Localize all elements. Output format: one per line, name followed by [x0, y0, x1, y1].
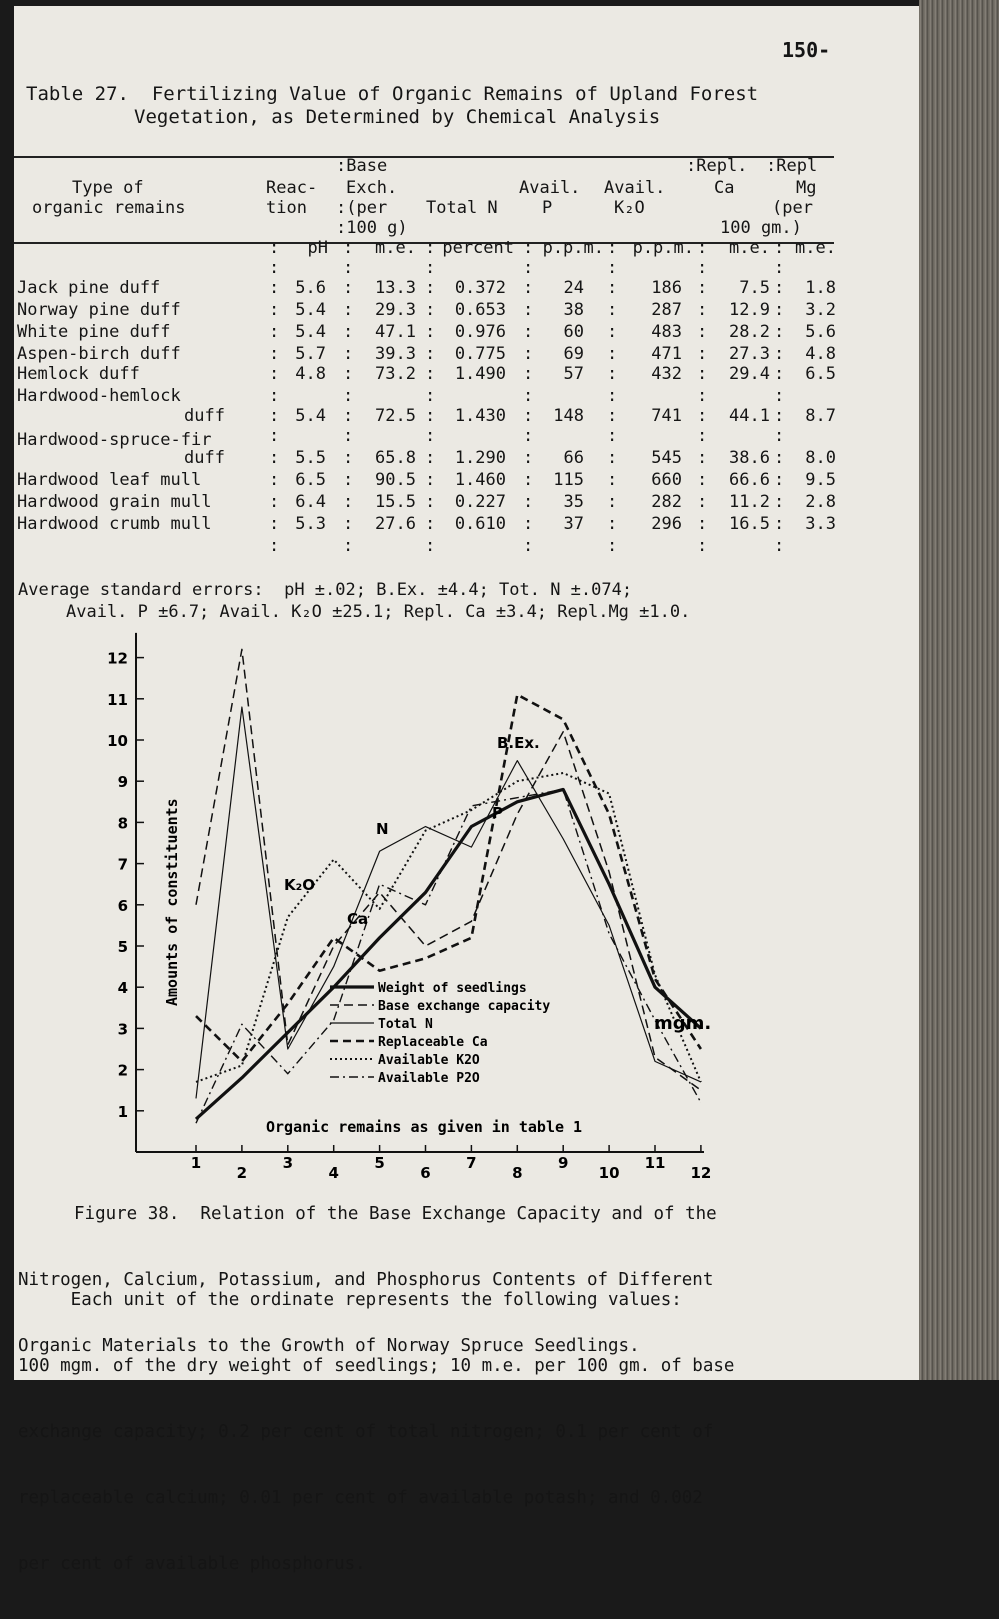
legend-label: Base exchange capacity [378, 999, 550, 1014]
column-separator: : [343, 536, 353, 556]
column-separator: : [697, 278, 707, 298]
column-separator: : [607, 470, 617, 490]
column-separator: : [425, 426, 435, 446]
column-separator: : [269, 300, 279, 320]
curve-annotation: P [492, 804, 503, 822]
cell-ph: 5.6 [295, 278, 326, 298]
header-base-line1: :Base [336, 156, 387, 176]
cell-k: 483 [651, 322, 682, 342]
cell-n: 1.490 [455, 364, 506, 384]
cell-mg: 2.8 [805, 492, 836, 512]
column-separator: : [425, 258, 435, 278]
cell-base: 29.3 [375, 300, 416, 320]
column-separator: : [607, 386, 617, 406]
column-separator: : [269, 238, 279, 258]
header-repl-mg-line4: 100 gm.) [720, 218, 802, 238]
y-tick-label: 5 [118, 938, 128, 956]
column-separator: : [774, 344, 784, 364]
header-type-line2: organic remains [32, 198, 186, 218]
y-tick-label: 7 [118, 856, 128, 874]
column-separator: : [343, 470, 353, 490]
column-separator: : [523, 238, 533, 258]
column-separator: : [523, 300, 533, 320]
cell-ca: 28.2 [729, 322, 770, 342]
cell-ph: 6.5 [295, 470, 326, 490]
cell-base: 39.3 [375, 344, 416, 364]
cell-mg: 3.2 [805, 300, 836, 320]
cell-ph: 5.4 [295, 406, 326, 426]
cell-ca: 12.9 [729, 300, 770, 320]
column-separator: : [697, 492, 707, 512]
cell-n: 1.290 [455, 448, 506, 468]
column-separator: : [523, 492, 533, 512]
note-line: per cent of available phosphorus. [18, 1553, 734, 1575]
cell-ph: 6.4 [295, 492, 326, 512]
column-separator: : [607, 492, 617, 512]
x-tick-label: 9 [558, 1154, 568, 1172]
x-tick-label: 3 [283, 1154, 293, 1172]
row-name-cont: duff [184, 406, 225, 426]
column-separator: : [697, 536, 707, 556]
column-separator: : [774, 300, 784, 320]
column-separator: : [607, 426, 617, 446]
cell-mg: 9.5 [805, 470, 836, 490]
column-separator: : [774, 406, 784, 426]
column-separator: : [343, 238, 353, 258]
column-separator: : [697, 426, 707, 446]
column-separator: : [425, 536, 435, 556]
column-separator: : [523, 364, 533, 384]
header-avail-p-line1: Avail. [519, 178, 580, 198]
cell-base: 27.6 [375, 514, 416, 534]
header-base-line4: :100 g) [336, 218, 408, 238]
column-separator: : [523, 514, 533, 534]
column-separator: : [697, 238, 707, 258]
column-separator: : [697, 470, 707, 490]
curve-annotation: Ca [347, 910, 368, 928]
column-separator: : [774, 258, 784, 278]
legend-label: Available P2O [378, 1071, 480, 1086]
cell-p: 69 [564, 344, 584, 364]
cell-k: 545 [651, 448, 682, 468]
y-tick-label: 3 [118, 1020, 128, 1038]
cell-k: 741 [651, 406, 682, 426]
unit-label: percent [442, 238, 514, 258]
column-separator: : [607, 322, 617, 342]
cell-mg: 4.8 [805, 344, 836, 364]
unit-label: m.e. [375, 238, 416, 258]
column-separator: : [343, 322, 353, 342]
row-name: Hardwood grain mull [17, 492, 211, 512]
column-separator: : [343, 300, 353, 320]
column-separator: : [425, 238, 435, 258]
cell-n: 0.227 [455, 492, 506, 512]
cell-n: 1.460 [455, 470, 506, 490]
column-separator: : [697, 386, 707, 406]
y-tick-label: 8 [118, 814, 128, 832]
column-separator: : [269, 426, 279, 446]
column-separator: : [343, 344, 353, 364]
column-separator: : [774, 448, 784, 468]
table-title-line2: Vegetation, as Determined by Chemical Analysis [134, 106, 660, 128]
cell-n: 1.430 [455, 406, 506, 426]
caption-line: Figure 38. Relation of the Base Exchange Capacity and of the [18, 1203, 717, 1225]
x-tick-label: 10 [599, 1164, 620, 1182]
cell-k: 432 [651, 364, 682, 384]
cell-base: 72.5 [375, 406, 416, 426]
column-separator: : [607, 238, 617, 258]
column-separator: : [425, 492, 435, 512]
column-separator: : [774, 278, 784, 298]
column-separator: : [269, 386, 279, 406]
cell-ca: 44.1 [729, 406, 770, 426]
cell-base: 90.5 [375, 470, 416, 490]
x-tick-label: 5 [374, 1154, 384, 1172]
column-separator: : [697, 344, 707, 364]
x-tick-label: 11 [645, 1154, 666, 1172]
y-tick-label: 2 [118, 1062, 128, 1080]
cell-p: 37 [564, 514, 584, 534]
y-tick-label: 4 [118, 979, 128, 997]
column-separator: : [774, 514, 784, 534]
header-repl-ca-line1: :Repl. [686, 156, 747, 176]
column-separator: : [425, 406, 435, 426]
y-tick-label: 6 [118, 897, 128, 915]
legend-label: Available K2O [378, 1053, 480, 1068]
column-separator: : [774, 492, 784, 512]
header-reaction-line2: tion [266, 198, 307, 218]
caption-line: Organic Materials to the Growth of Norway Spruce Seedlings. [18, 1335, 717, 1357]
x-tick-label: 12 [690, 1164, 711, 1182]
column-separator: : [343, 386, 353, 406]
cell-ca: 7.5 [739, 278, 770, 298]
column-separator: : [523, 470, 533, 490]
unit-label: p.p.m. [633, 238, 694, 258]
column-separator: : [607, 448, 617, 468]
legend-label: Replaceable Ca [378, 1035, 488, 1050]
column-separator: : [774, 426, 784, 446]
column-separator: : [425, 344, 435, 364]
y-tick-label: 12 [107, 650, 128, 668]
cell-k: 660 [651, 470, 682, 490]
column-separator: : [774, 470, 784, 490]
header-repl-mg-line1: :Repl [766, 156, 817, 176]
header-repl-ca-line2: Ca [714, 178, 734, 198]
column-separator: : [607, 258, 617, 278]
curve-annotation: K₂O [284, 876, 315, 894]
x-tick-label: 7 [466, 1154, 476, 1172]
column-separator: : [523, 344, 533, 364]
row-name: Hardwood-spruce-fir [17, 430, 211, 450]
cell-n: 0.372 [455, 278, 506, 298]
cell-p: 57 [564, 364, 584, 384]
cell-mg: 8.7 [805, 406, 836, 426]
unit-label: p.p.m. [543, 238, 604, 258]
cell-ph: 5.4 [295, 322, 326, 342]
column-separator: : [697, 258, 707, 278]
column-separator: : [607, 278, 617, 298]
cell-ca: 38.6 [729, 448, 770, 468]
cell-k: 471 [651, 344, 682, 364]
cell-base: 73.2 [375, 364, 416, 384]
standard-errors-line2: Avail. P ±6.7; Avail. K₂O ±25.1; Repl. Ca ±3.4; Repl.Mg ±1.0. [66, 602, 690, 622]
cell-mg: 5.6 [805, 322, 836, 342]
header-total-n: Total N [426, 198, 498, 218]
unit-label: m.e. [729, 238, 770, 258]
column-separator: : [269, 364, 279, 384]
column-separator: : [607, 364, 617, 384]
caption-line: Nitrogen, Calcium, Potassium, and Phosphorus Contents of Different [18, 1269, 717, 1291]
header-repl-mg-line2: Mg [796, 178, 816, 198]
column-separator: : [774, 322, 784, 342]
cell-p: 38 [564, 300, 584, 320]
column-separator: : [697, 448, 707, 468]
cell-base: 15.5 [375, 492, 416, 512]
table-title-line1: Table 27. Fertilizing Value of Organic Remains of Upland Forest [26, 84, 758, 105]
cell-p: 115 [553, 470, 584, 490]
column-separator: : [343, 258, 353, 278]
column-separator: : [697, 364, 707, 384]
cell-ph: 4.8 [295, 364, 326, 384]
note-line: exchange capacity; 0.2 per cent of total nitrogen; 0.1 per cent of [18, 1421, 734, 1443]
column-separator: : [343, 278, 353, 298]
column-separator: : [343, 426, 353, 446]
cell-ph: 5.4 [295, 300, 326, 320]
curve-annotation: N [376, 820, 389, 838]
x-tick-label: 8 [512, 1164, 522, 1182]
cell-ph: 5.7 [295, 344, 326, 364]
cell-mg: 1.8 [805, 278, 836, 298]
cell-n: 0.775 [455, 344, 506, 364]
column-separator: : [425, 300, 435, 320]
legend-label: Total N [378, 1017, 433, 1032]
cell-base: 13.3 [375, 278, 416, 298]
x-axis-label: Organic remains as given in table 1 [266, 1118, 582, 1136]
header-avail-k-line1: Avail. [604, 178, 665, 198]
cell-p: 66 [564, 448, 584, 468]
column-separator: : [343, 406, 353, 426]
cell-k: 186 [651, 278, 682, 298]
cell-n: 0.610 [455, 514, 506, 534]
legend-label: Weight of seedlings [378, 981, 527, 996]
column-separator: : [269, 344, 279, 364]
column-separator: : [269, 258, 279, 278]
cell-k: 296 [651, 514, 682, 534]
cell-ca: 27.3 [729, 344, 770, 364]
column-separator: : [425, 322, 435, 342]
column-separator: : [523, 536, 533, 556]
column-separator: : [425, 448, 435, 468]
x-tick-label: 2 [237, 1164, 247, 1182]
column-separator: : [343, 492, 353, 512]
column-separator: : [269, 278, 279, 298]
note-line: Each unit of the ordinate represents the following values: [18, 1289, 734, 1311]
x-tick-label: 4 [328, 1164, 338, 1182]
row-name: Jack pine duff [17, 278, 160, 298]
column-separator: : [269, 492, 279, 512]
column-separator: : [607, 406, 617, 426]
cell-mg: 8.0 [805, 448, 836, 468]
column-separator: : [343, 514, 353, 534]
cell-mg: 6.5 [805, 364, 836, 384]
standard-errors-line1: Average standard errors: pH ±.02; B.Ex. ±4.4; Tot. N ±.074; [18, 580, 632, 600]
cell-ca: 29.4 [729, 364, 770, 384]
cell-base: 47.1 [375, 322, 416, 342]
row-name: Hardwood crumb mull [17, 514, 211, 534]
note-line: 100 mgm. of the dry weight of seedlings; 10 m.e. per 100 gm. of base [18, 1355, 734, 1377]
cell-ca: 16.5 [729, 514, 770, 534]
figure-note [18, 1245, 734, 1619]
column-separator: : [697, 406, 707, 426]
column-separator: : [523, 322, 533, 342]
row-name: Aspen-birch duff [17, 344, 181, 364]
column-separator: : [269, 536, 279, 556]
series-line-0 [196, 789, 701, 1119]
curve-annotation: B.Ex. [497, 734, 540, 752]
row-name: Hemlock duff [17, 364, 140, 384]
header-base-line3: :(per [336, 198, 387, 218]
x-tick-label: 1 [191, 1154, 201, 1172]
cell-p: 35 [564, 492, 584, 512]
cell-p: 148 [553, 406, 584, 426]
column-separator: : [523, 258, 533, 278]
column-separator: : [343, 448, 353, 468]
column-separator: : [774, 238, 784, 258]
column-separator: : [425, 278, 435, 298]
header-avail-p-line2: P [542, 198, 552, 218]
column-separator: : [269, 470, 279, 490]
y-tick-label: 10 [107, 732, 128, 750]
cell-base: 65.8 [375, 448, 416, 468]
note-line: replaceable calcium; 0.01 per cent of available potash; and 0.002 [18, 1487, 734, 1509]
column-separator: : [607, 514, 617, 534]
column-separator: : [523, 426, 533, 446]
header-type-line1: Type of [72, 178, 144, 198]
column-separator: : [697, 300, 707, 320]
page-number: 150- [782, 38, 830, 62]
column-separator: : [269, 514, 279, 534]
column-separator: : [523, 448, 533, 468]
column-separator: : [607, 536, 617, 556]
book-page-edge [919, 0, 999, 1380]
column-separator: : [697, 514, 707, 534]
y-tick-label: 9 [118, 773, 128, 791]
cell-ph: 5.5 [295, 448, 326, 468]
y-tick-label: 11 [107, 691, 128, 709]
column-separator: : [523, 406, 533, 426]
cell-p: 24 [564, 278, 584, 298]
row-name-cont: duff [184, 448, 225, 468]
column-separator: : [774, 364, 784, 384]
row-name: Hardwood-hemlock [17, 386, 181, 406]
document-page [14, 6, 919, 1380]
column-separator: : [523, 386, 533, 406]
row-name: Norway pine duff [17, 300, 181, 320]
cell-p: 60 [564, 322, 584, 342]
column-separator: : [774, 536, 784, 556]
y-tick-label: 1 [118, 1103, 128, 1121]
cell-ca: 11.2 [729, 492, 770, 512]
column-separator: : [425, 514, 435, 534]
column-separator: : [425, 386, 435, 406]
cell-mg: 3.3 [805, 514, 836, 534]
x-tick-label: 6 [420, 1164, 430, 1182]
column-separator: : [523, 278, 533, 298]
curve-annotation: mgm. [654, 1013, 711, 1034]
cell-k: 287 [651, 300, 682, 320]
cell-k: 282 [651, 492, 682, 512]
header-repl-mg-line3: (per [772, 198, 813, 218]
figure-38-chart [14, 6, 919, 1166]
column-separator: : [697, 322, 707, 342]
column-separator: : [425, 364, 435, 384]
column-separator: : [269, 322, 279, 342]
unit-label: m.e. [795, 238, 836, 258]
cell-ca: 66.6 [729, 470, 770, 490]
header-base-line2: Exch. [346, 178, 397, 198]
row-name: White pine duff [17, 322, 171, 342]
column-separator: : [774, 386, 784, 406]
column-separator: : [607, 300, 617, 320]
cell-n: 0.653 [455, 300, 506, 320]
column-separator: : [607, 344, 617, 364]
column-separator: : [425, 470, 435, 490]
column-separator: : [269, 406, 279, 426]
row-name: Hardwood leaf mull [17, 470, 201, 490]
cell-ph: 5.3 [295, 514, 326, 534]
y-axis-label: Amounts of constituents [163, 798, 181, 1006]
header-reaction-line1: Reac- [266, 178, 317, 198]
column-separator: : [343, 364, 353, 384]
column-separator: : [269, 448, 279, 468]
cell-n: 0.976 [455, 322, 506, 342]
unit-label: pH [308, 238, 328, 258]
header-avail-k-line2: K₂O [614, 198, 645, 218]
